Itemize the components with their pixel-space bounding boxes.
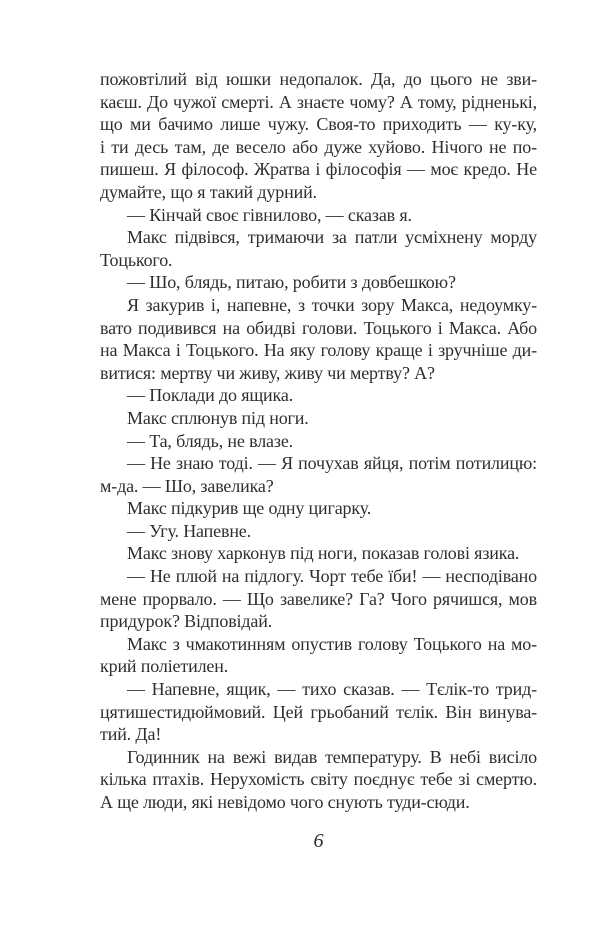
text-line: і ти десь там, де весело або дуже хуйово. Нічого не по- [100, 136, 537, 157]
paragraph [100, 204, 537, 227]
text-line: Я закурив і, напевне, з точки зору Макса, недоумку- [127, 294, 537, 315]
paragraph [100, 226, 537, 271]
paragraph [100, 678, 537, 746]
paragraph [100, 294, 537, 384]
text-line: — Угу. Напевне. [127, 520, 251, 541]
paragraph [100, 430, 537, 453]
text-line: крий поліетилен. [100, 656, 229, 677]
paragraph [100, 746, 537, 814]
text-line: на Макса і Тоцького. На яку голову краще і зручніше ди- [100, 340, 537, 361]
text-line: — Поклади до ящика. [127, 385, 294, 406]
text-line: Годинник на вежі видав температуру. В небі висіло [127, 746, 537, 767]
text-line: А ще люди, які невідомо чого снують туди-сюди. [100, 792, 470, 812]
text-line: думайте, що я такий дурний. [100, 181, 317, 202]
text-line: Макс з чмакотинням опустив голову Тоцького на мо- [127, 633, 537, 654]
text-line: — Та, блядь, не влазе. [127, 430, 294, 451]
text-line: Макс знову харконув під ноги, показав голові язика. [127, 543, 520, 564]
text-line: м-да. — Шо, завелика? [100, 475, 274, 496]
text-line: — Шо, блядь, питаю, робити з довбешкою? [127, 272, 456, 293]
text-line: Макс сплюнув під ноги. [127, 407, 309, 428]
text-line: цятишестидюймовий. Цей грьобаний тєлік. Він винува- [100, 701, 537, 722]
text-line: витися: мертву чи живу, живу чи мертву? А? [100, 362, 435, 383]
text-line: каєш. До чужої смерті. А знаєте чому? А тому, рідненькі, [100, 91, 537, 112]
text-line: Тоцького. [100, 249, 173, 270]
text-line: придурок? Відповідай. [100, 611, 273, 632]
text-line: — Кінчай своє гівнилово, — сказав я. [127, 204, 412, 225]
paragraph [100, 542, 537, 565]
text-block [100, 68, 537, 814]
text-line: мене прорвало. — Що завелике? Га? Чого рячишся, мов [100, 588, 537, 609]
paragraph [100, 271, 537, 294]
text-line: пишеш. Я філософ. Жратва і філософія — моє кредо. Не [100, 159, 537, 180]
text-line: Макс підвівся, тримаючи за патли усміхнену морду [127, 227, 537, 248]
text-line: — Не плюй на підлогу. Чорт тебе їби! — несподівано [127, 566, 537, 587]
text-line: — Не знаю тоді. — Я почухав яйця, потім потилицю: [127, 453, 537, 474]
text-line: Макс підкурив ще одну цигарку. [127, 498, 372, 519]
paragraph [100, 407, 537, 430]
paragraph [100, 384, 537, 407]
text-line: вато подивився на обидві голови. Тоцького і Макса. Або [100, 317, 537, 338]
text-line: що ми бачимо лише чужу. Своя-то приходить — ку-ку, [100, 114, 537, 135]
paragraph [100, 565, 537, 633]
text-line: кілька птахів. Нерухомість світу поєднує тебе зі смертю. [100, 769, 537, 790]
paragraph [100, 633, 537, 678]
paragraph [100, 520, 537, 543]
text-line: тий. Да! [100, 724, 162, 745]
text-line: пожовтілий від юшки недопалок. Да, до цього не зви- [100, 69, 537, 89]
text-line: — Напевне, ящик, — тихо сказав. — Тєлік-то трид- [127, 679, 537, 700]
paragraph [100, 68, 537, 204]
paragraph [100, 452, 537, 497]
paragraph [100, 497, 537, 520]
page-number: 6 [313, 830, 324, 852]
